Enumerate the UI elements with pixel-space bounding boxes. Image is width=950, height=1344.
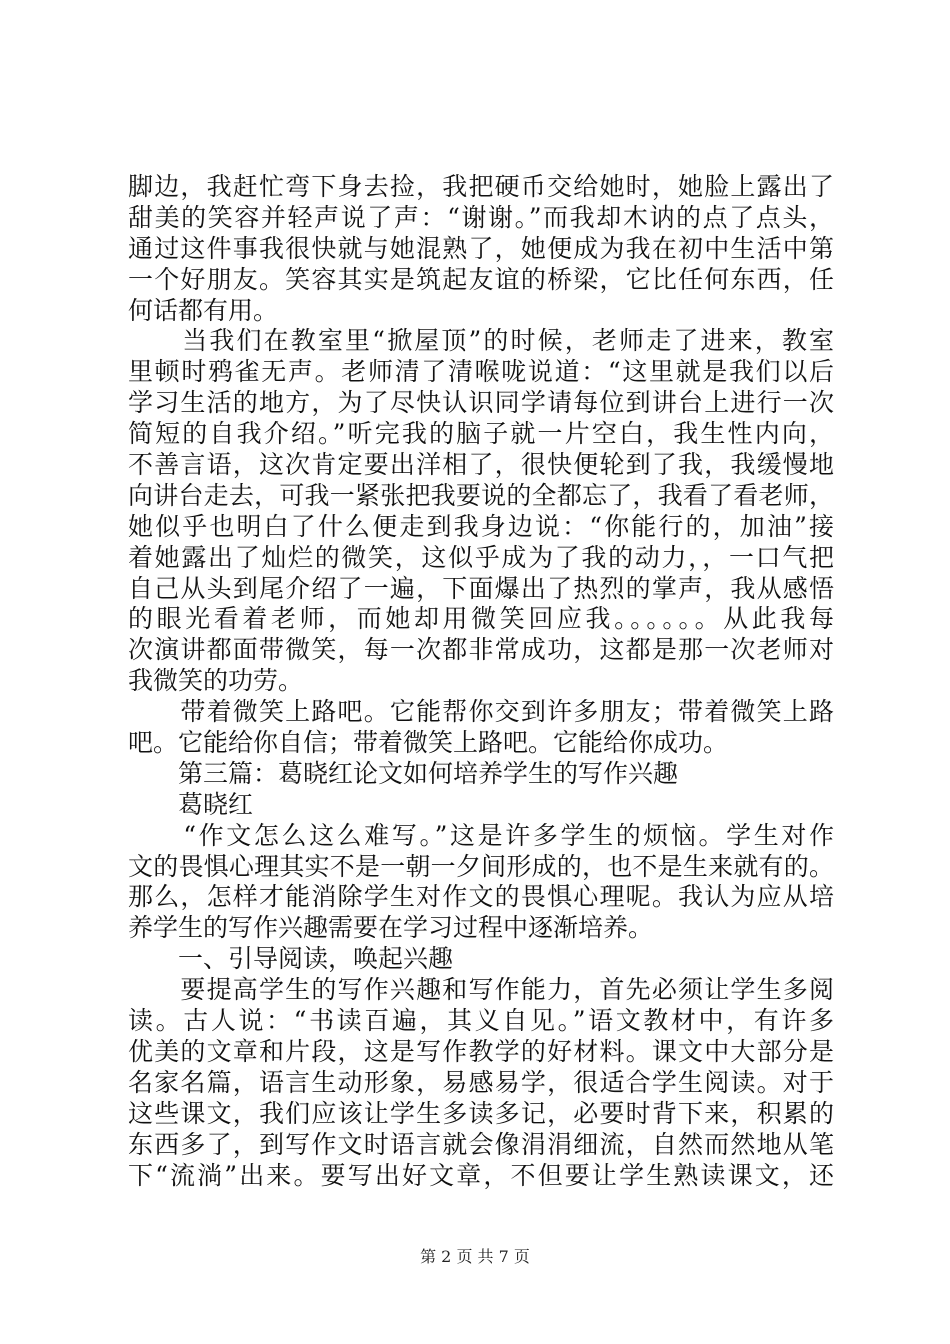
text-line: 何话都有用。	[128, 295, 279, 325]
text-line: 里顿时鸦雀无声。老师清了清喉咙说道：“这里就是我们以后	[128, 357, 834, 387]
text-line: 养学生的写作兴趣需要在学习过程中逐渐培养。	[128, 913, 654, 943]
text-line: 脚边，我赶忙弯下身去捡，我把硬币交给她时，她脸上露出了	[128, 172, 834, 201]
text-line: 向讲台走去，可我一紧张把我要说的全都忘了，我看了看老师，	[128, 480, 834, 510]
text-line: 当我们在教室里“掀屋顶”的时候，老师走了进来，教室	[128, 326, 834, 356]
text-line: 第三篇：葛晓红论文如何培养学生的写作兴趣	[128, 758, 679, 788]
text-line: 不善言语，这次肯定要出洋相了，很快便轮到了我，我缓慢地	[128, 450, 834, 480]
page-footer: 第 2 页 共 7 页	[420, 1247, 530, 1266]
text-line: 一个好朋友。笑容其实是筑起友谊的桥梁，它比任何东西，任	[128, 264, 834, 294]
text-line: 的眼光看着老师，而她却用微笑回应我。。。。。。从此我每	[128, 604, 834, 634]
text-line: 我微笑的功劳。	[128, 666, 304, 696]
text-line: “作文怎么这么难写。”这是许多学生的烦恼。学生对作	[128, 820, 834, 850]
text-line: 葛晓红	[128, 789, 254, 819]
text-line: 自己从头到尾介绍了一遍，下面爆出了热烈的掌声，我从感悟	[128, 573, 834, 603]
text-line: 带着微笑上路吧。它能帮你交到许多朋友；带着微笑上路	[128, 697, 834, 727]
text-line: 文的畏惧心理其实不是一朝一夕间形成的，也不是生来就有的。	[128, 851, 834, 881]
text-line: 东西多了，到写作文时语言就会像涓涓细流，自然而然地从笔	[128, 1129, 834, 1159]
document-body	[128, 172, 834, 1191]
text-line: 次演讲都面带微笑，每一次都非常成功，这都是那一次老师对	[128, 635, 834, 665]
text-line: 一、引导阅读，唤起兴趣	[128, 944, 454, 974]
text-line: 那么，怎样才能消除学生对作文的畏惧心理呢。我认为应从培	[128, 882, 834, 912]
text-line: 着她露出了灿烂的微笑，这似乎成为了我的动力，，一口气把	[128, 542, 834, 572]
text-line: 名家名篇，语言生动形象，易感易学，很适合学生阅读。对于	[128, 1067, 834, 1097]
text-line: 读。古人说：“书读百遍，其义自见。”语文教材中，有许多	[128, 1006, 834, 1036]
text-line: 下“流淌”出来。要写出好文章，不但要让学生熟读课文，还	[128, 1160, 834, 1190]
text-line: 优美的文章和片段，这是写作教学的好材料。课文中大部分是	[128, 1036, 834, 1066]
text-line: 通过这件事我很快就与她混熟了，她便成为我在初中生活中第	[128, 233, 834, 263]
text-line: 甜美的笑容并轻声说了声：“谢谢。”而我却木讷的点了点头，	[128, 202, 834, 232]
text-line: 要提高学生的写作兴趣和写作能力，首先必须让学生多阅	[128, 975, 834, 1005]
text-line: 简短的自我介绍。”听完我的脑子就一片空白，我生性内向，	[128, 419, 834, 449]
text-line: 这些课文，我们应该让学生多读多记，必要时背下来，积累的	[128, 1098, 834, 1128]
text-line: 吧。它能给你自信；带着微笑上路吧。它能给你成功。	[128, 728, 729, 758]
text-line: 学习生活的地方，为了尽快认识同学请每位到讲台上进行一次	[128, 388, 834, 418]
text-line: 她似乎也明白了什么便走到我身边说：“你能行的，加油”接	[128, 511, 834, 541]
